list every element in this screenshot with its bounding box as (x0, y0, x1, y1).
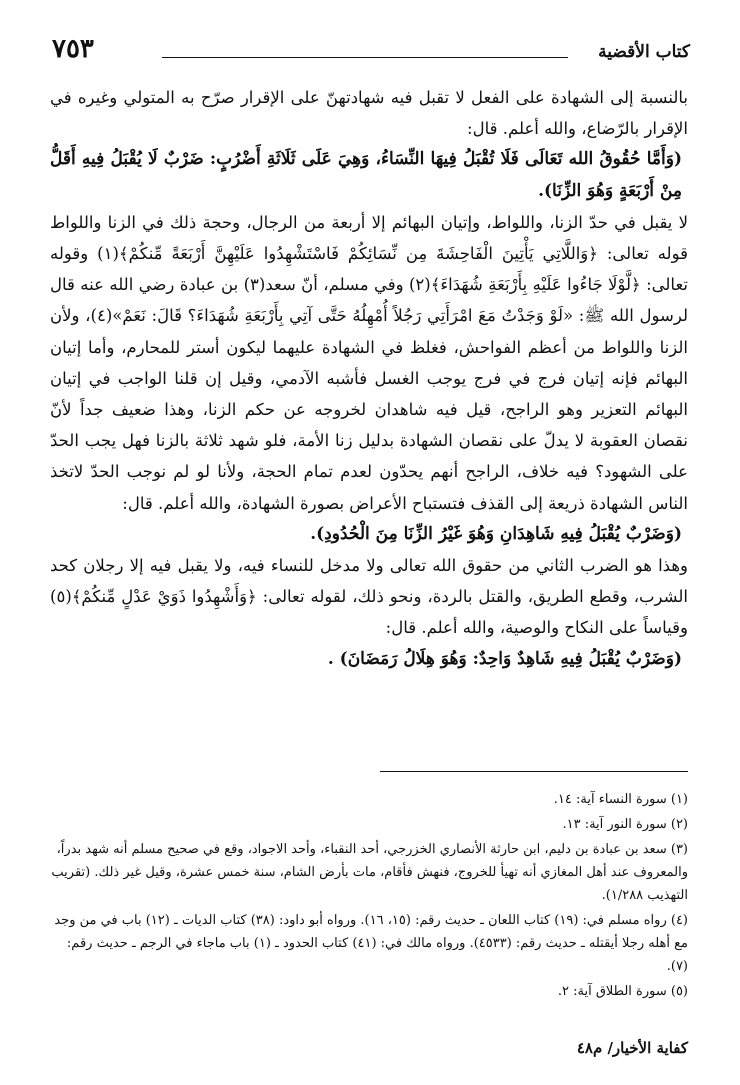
page-number: ٧٥٣ (52, 34, 94, 64)
footnote: (١) سورة النساء آية: ١٤. (553, 792, 688, 807)
matn-quote: (وَأَمَّا حُقُوقُ الله تَعَالَى فَلَا تُقْبَلُ فِيهَا النِّسَاءُ، وَهِيَ عَلَى ثَلَاثَةِ أَضْرُبٍ: ضَرْبٌ لَا يُقْبَلُ فِيهِ أَقَلُّ مِنْ أَرْبَعَةٍ وَهُوَ الزِّنَا). (50, 149, 682, 201)
paragraph: لا يقبل في حدّ الزنا، واللواط، وإتيان البهائم إلا أربعة من الرجال، وحجة ذلك في الزنا واللواط قوله تعالى: ﴿وَاللَّاتِي يَأْتِينَ الْفَاحِشَةَ مِن نِّسَائِكُمْ فَاسْتَشْهِدُوا عَلَيْهِنَّ أَرْبَعَةً مِّنكُمْ﴾(١) وقوله تعالى: ﴿لَّوْلَا جَاءُوا عَلَيْهِ بِأَرْبَعَةِ شُهَدَاءَ﴾(٢) وفي مسلم، أنّ سعد(٣) بن عبادة رضي الله عنه قال لرسول الله ﷺ: «لَوْ وَجَدْتُ مَعَ امْرَأَتِي رَجُلاً أُمْهِلُهُ حَتَّى آتِي بِأَرْبَعَةِ شُهَدَاءَ؟ قَالَ: نَعَمْ»(٤)، ولأن الزنا واللواط من أعظم الفواحش، فغلظ في الشهادة عليهما ليكون أستر للمحارم، وأما إتيان البهائم فإنه إتيان فرج في فرج يوجب الغسل فأشبه الآدمي، وقيل إن قلنا الواجب في إتيان البهائم التعزير وهو الراجح، قيل فيه شاهدان لخروجه عن حكم الزنا، وهذا ضعيف جداً لأنّ نقصان العقوبة لا يدلّ على نقصان الشهادة بدليل زنا الأمة، فلو شهد ثلاثة بالزنا فهل يجب الحدّ على الشهود؟ فيه خلاف، الراجح أنهم يحدّون لعدم تمام الحجة، ولأنا لو لم نوجب الحدّ لاتخذ الناس الشهادة ذريعة إلى القذف فتستباح الأعراض بصورة الشهادة، والله أعلم. قال: (50, 212, 688, 513)
page-header (32, 34, 708, 64)
header-rule (162, 57, 568, 58)
main-text (50, 82, 688, 675)
footnote: (٤) رواه مسلم في: (١٩) كتاب اللعان ـ حديث رقم: (١٥، ١٦). ورواه أبو داود: (٣٨) كتاب الديات ـ (١٢) باب في من وجد مع أهله رجلا أيقتله ـ حديث رقم: (٤٥٣٣). ورواه مالك في: (٤١) كتاب الحدود ـ (١) باب ماجاء في الرجم ـ حديث رقم: (٧). (54, 913, 688, 974)
footnote: (٣) سعد بن عبادة بن دليم، ابن حارثة الأنصاري الخزرجي، أحد النقباء، وأحد الاجواد، وقع في صحيح مسلم أنه شهد بدراً، والمعروف عند أهل المغازي أنه تهيأ للخروج، فنهش فأقام، مات بأرض الشام، سنة خمس عشرة، وقيل غير ذلك. (تقريب التهذيب ١/٢٨٨). (51, 842, 688, 903)
running-title: كتاب الأقضية (598, 42, 690, 62)
signature-mark: كفاية الأخيار/ م٤٨ (576, 1039, 688, 1057)
footnote: (٢) سورة النور آية: ١٣. (562, 817, 688, 832)
footnote-separator (380, 771, 688, 772)
footnote: (٥) سورة الطلاق آية: ٢. (557, 984, 688, 999)
paragraph: بالنسبة إلى الشهادة على الفعل لا تقبل فيه شهادتهنّ على الإقرار صرّح به المتولي وغيره في الإقرار بالرّضاع، والله أعلم. قال: (50, 88, 688, 139)
matn-quote: (وَضَرْبٌ يُقْبَلُ فِيهِ شَاهِدَانِ وَهُوَ غَيْرُ الزِّنَا مِنَ الْحُدُودِ). (310, 523, 682, 544)
paragraph: وهذا هو الضرب الثاني من حقوق الله تعالى ولا مدخل للنساء فيه، ولا يقبل فيه إلا رجلان كحد الشرب، وقطع الطريق، والقتل بالردة، ونحو ذلك، لقوله تعالى: ﴿وَأَشْهِدُوا ذَوَيْ عَدْلٍ مِّنكُمْ﴾(٥) وقياساً على النكاح والوصية، والله أعلم. قال: (50, 556, 688, 638)
footnotes (50, 788, 688, 1005)
matn-quote: (وَضَرْبٌ يُقْبَلُ فِيهِ شَاهِدٌ وَاحِدٌ: وَهُوَ هِلَالُ رَمَضَانَ) . (327, 648, 682, 669)
